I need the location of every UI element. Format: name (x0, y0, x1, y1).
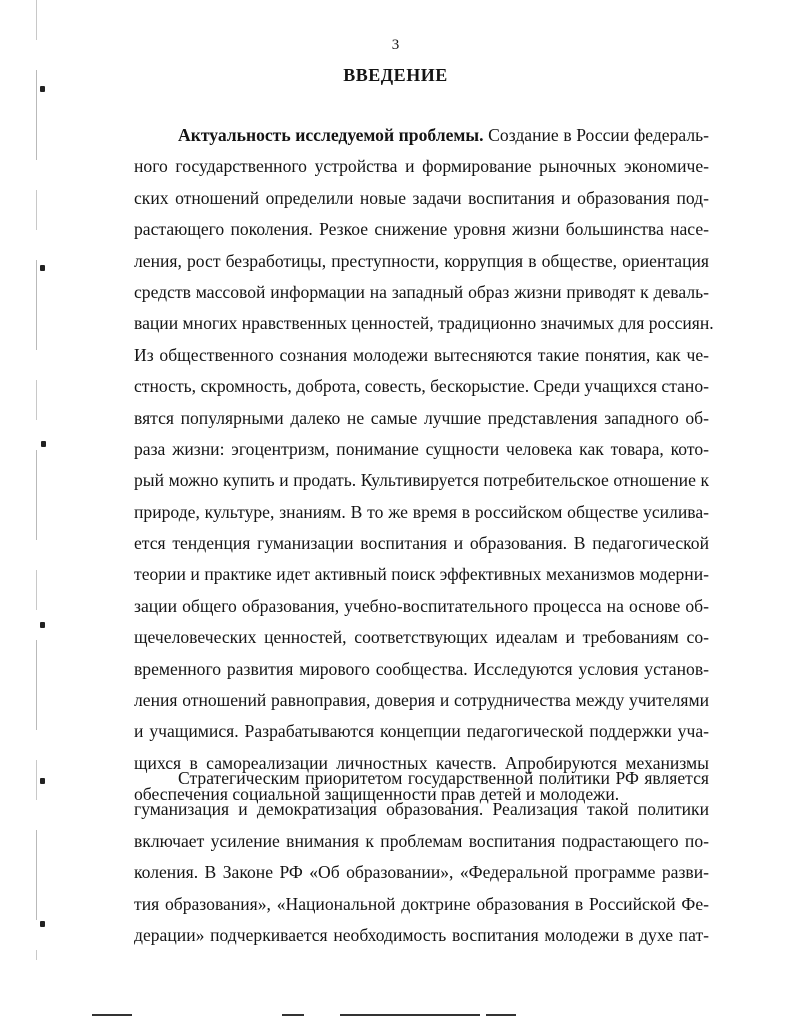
scan-mark (40, 921, 45, 927)
footer-rule (282, 1014, 304, 1016)
paragraph-line: щихся в самореализации личностных качеств. Апробируются механизмы (134, 752, 709, 773)
scan-mark (40, 778, 45, 784)
paragraph-line: природе, культуре, знаниям. В то же время в российском обществе усилива- (134, 501, 709, 522)
paragraph-line: зации общего образования, учебно-воспитательного процесса на основе об- (134, 595, 709, 616)
paragraph-lead: Актуальность исследуемой проблемы. (178, 125, 484, 145)
paragraph-strategy (134, 763, 709, 951)
paragraph-line: щечеловеческих ценностей, соответствующих идеалам и требованиям со- (134, 627, 709, 648)
scan-mark (40, 265, 45, 271)
paragraph-line: ного государственного устройства и формирование рыночных экономиче- (134, 156, 709, 177)
footer-rule (340, 1014, 480, 1016)
paragraph-line: коления. В Законе РФ «Об образовании», «Федеральной программе разви- (134, 862, 709, 883)
page-number: 3 (391, 37, 400, 53)
footer-rule (92, 1014, 132, 1016)
paragraph-line: ления, рост безработицы, преступности, коррупция в обществе, ориентация (134, 250, 709, 271)
paragraph-line: вации многих нравственных ценностей, традиционно значимых для россиян. (134, 313, 714, 334)
paragraph-line: тия образования», «Национальной доктрине образования в Российской Фе- (134, 893, 709, 914)
paragraph-line: растающего поколения. Резкое снижение уровня жизни большинства насе- (134, 219, 709, 240)
paragraph-line: Стратегическим приоритетом государственной политики РФ является (178, 768, 709, 788)
paragraph-line: обеспечения социальной защищенности прав детей и молодежи. (134, 784, 620, 805)
paragraph-line: ских отношений определили новые задачи воспитания и образования под- (134, 187, 709, 208)
paragraph-line: Актуальность исследуемой проблемы. Создание в России федераль- (178, 125, 709, 145)
paragraph-line: временного развития мирового сообщества. Исследуются условия установ- (134, 658, 709, 679)
paragraph-line: Из общественного сознания молодежи вытесняются такие понятия, как че- (134, 344, 709, 365)
paragraph-line: ется тенденция гуманизации воспитания и образования. В педагогической (134, 533, 709, 554)
paragraph-line: средств массовой информации на западный образ жизни приводят к деваль- (134, 281, 709, 302)
paragraph-line: раза жизни: эгоцентризм, понимание сущности человека как товара, кото- (134, 438, 709, 459)
paragraph-line: дерации» подчеркивается необходимость воспитания молодежи в духе пат- (134, 924, 709, 945)
footer-rule (486, 1014, 516, 1016)
paragraph-line: ления отношений равноправия, доверия и сотрудничества между учителями (134, 690, 709, 711)
paragraph-line: гуманизация и демократизация образования. Реализация такой политики (134, 799, 709, 820)
paragraph-line: теории и практике идет активный поиск эффективных механизмов модерни- (134, 564, 709, 585)
scan-mark (41, 441, 46, 447)
scan-edge-line (36, 0, 37, 960)
paragraph-line: рый можно купить и продать. Культивируется потребительское отношение к (134, 470, 709, 491)
scan-mark (40, 86, 45, 92)
scan-mark (40, 622, 45, 628)
paragraph-relevance (134, 120, 714, 811)
paragraph-line: включает усиление внимания к проблемам воспитания подрастающего по- (134, 830, 709, 851)
paragraph-line: и учащимися. Разрабатываются концепции педагогической поддержки уча- (134, 721, 709, 742)
paragraph-line: вятся популярными далеко не самые лучшие представления западного об- (134, 407, 709, 428)
page-title: ВВЕДЕНИЕ (343, 65, 448, 85)
paragraph-line: стность, скромность, доброта, совесть, бескорыстие. Среди учащихся стано- (134, 376, 709, 397)
